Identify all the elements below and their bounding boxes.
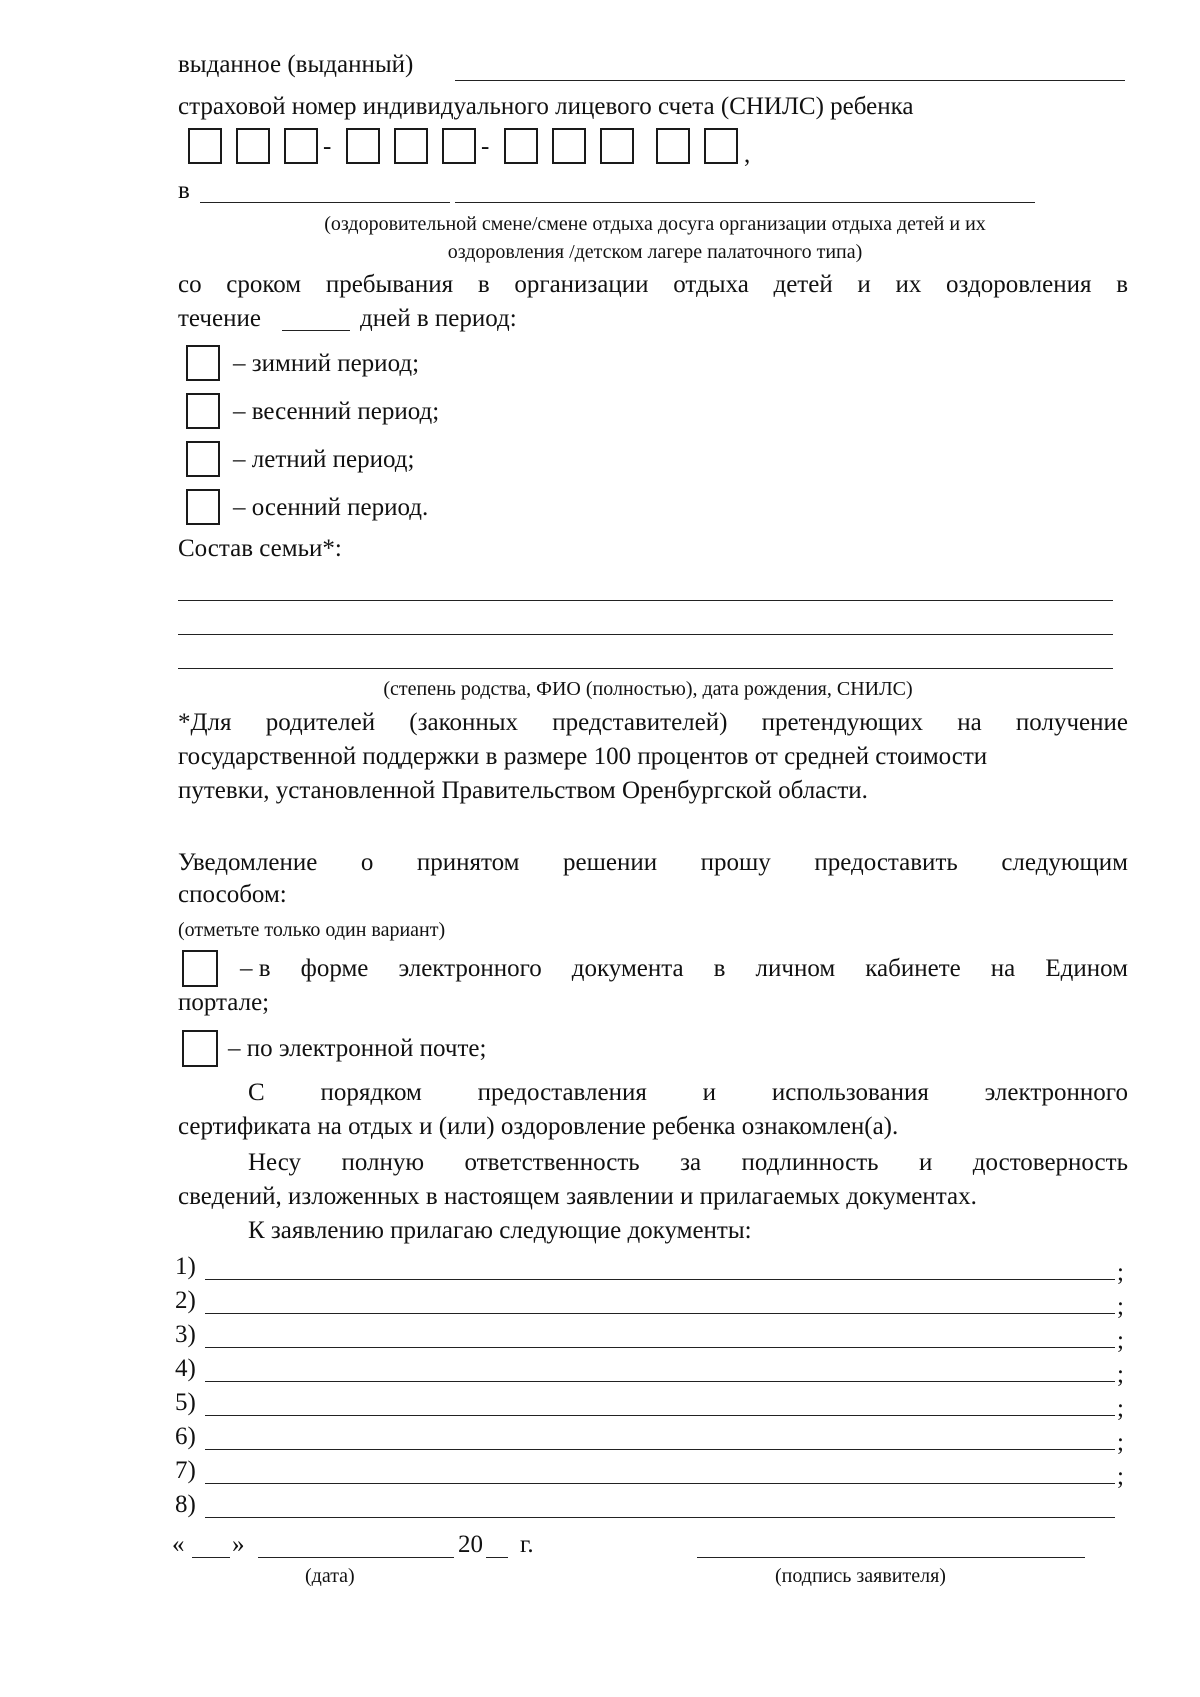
resp-line2: сведений, изложенных в настоящем заявлении и прилагаемых документах. [178,1183,977,1210]
word: оздоровления [946,271,1092,298]
snils-digit-box[interactable] [442,128,476,164]
word: личном [755,955,836,982]
option-email-label: – по электронной почте; [228,1035,487,1062]
snils-digit-box[interactable] [236,128,270,164]
attachment-field[interactable] [205,1279,1115,1280]
attachment-end: ; [1117,1327,1124,1354]
word: Несу [248,1149,302,1176]
days-count-field[interactable] [282,330,350,331]
attachment-number: 1) [175,1253,196,1280]
snils-dash: - [481,133,490,160]
family-hint: (степень родства, ФИО (полностью), дата рождения, СНИЛС) [383,678,913,700]
camp-name-field[interactable] [200,202,450,203]
word: со [178,271,202,298]
cert-line1 [248,1078,1128,1108]
word: ответственность [464,1149,640,1176]
attachment-field[interactable] [205,1347,1115,1348]
option-portal-line1 [240,954,1128,984]
period-label-winter: – зимний период; [233,350,420,377]
attachment-number: 6) [175,1423,196,1450]
word: родителей [265,709,376,736]
word: получение [1015,709,1128,736]
word: в [477,271,490,298]
attachment-number: 3) [175,1321,196,1348]
word: Едином [1045,955,1128,982]
cert-line2: сертификата на отдых и (или) оздоровление ребенка ознакомлен(а). [178,1113,899,1140]
attachment-number: 5) [175,1389,196,1416]
date-day-field[interactable] [192,1557,230,1558]
camp-name-field-cont[interactable] [455,202,1035,203]
date-hint: (дата) [305,1565,355,1587]
snils-label: страховой номер индивидуального лицевого счета (СНИЛС) ребенка [178,93,914,120]
word: прошу [700,849,771,876]
word: и [918,1149,933,1176]
footnote-line1 [178,708,1128,738]
word: о [360,849,374,876]
word: на [990,955,1016,982]
period-label-spring: – весенний период; [233,398,440,425]
word: *Для [178,709,232,736]
year-prefix: 20 [458,1531,483,1558]
word: (законных [409,709,518,736]
word: за [680,1149,702,1176]
snils-dash: - [323,133,332,160]
attachment-number: 2) [175,1287,196,1314]
period-label-summer: – летний период; [233,446,415,473]
word: и [857,271,871,298]
attachment-number: 4) [175,1355,196,1382]
snils-digit-box[interactable] [284,128,318,164]
word: детей [773,271,833,298]
word: представителей) [552,709,728,736]
attachment-field[interactable] [205,1517,1115,1518]
shift-hint-line2: оздоровления /детском лагере палаточного типа) [447,241,863,263]
attachment-end: ; [1117,1463,1124,1490]
word: на [957,709,982,736]
attachment-field[interactable] [205,1483,1115,1484]
notify-line2: способом: [178,881,287,908]
word: отдыха [673,271,749,298]
snils-digit-box[interactable] [600,128,634,164]
period-checkbox-spring[interactable] [186,393,220,429]
word: подлинность [741,1149,879,1176]
word: пребывания [325,271,454,298]
attachment-end: ; [1117,1259,1124,1286]
period-checkbox-autumn[interactable] [186,489,220,525]
word: решении [563,849,658,876]
family-field-line[interactable] [178,634,1113,635]
word: в [713,955,726,982]
shift-hint-line1: (оздоровительной смене/смене отдыха досуга организации отдыха детей и их [324,213,986,235]
stay-duration-line [178,270,1128,300]
word: сроком [226,271,302,298]
word: претендующих [761,709,924,736]
word: их [895,271,922,298]
in-label: в [178,177,190,204]
days-label: дней в период: [360,305,517,332]
attachment-end: ; [1117,1395,1124,1422]
word: принятом [416,849,520,876]
word: использования [771,1079,929,1106]
attachment-field[interactable] [205,1449,1115,1450]
issued-label: выданное (выданный) [178,51,414,78]
notify-checkbox-portal[interactable] [182,950,218,987]
issued-field[interactable] [455,80,1125,81]
during-label: течение [178,305,261,332]
word: С [248,1079,265,1106]
word: следующим [1001,849,1128,876]
attachment-end: ; [1117,1361,1124,1388]
snils-digit-box[interactable] [394,128,428,164]
period-checkbox-summer[interactable] [186,441,220,477]
snils-digit-box[interactable] [704,128,738,164]
word: полную [341,1149,425,1176]
notify-line1 [178,848,1128,878]
word: электронного [398,955,542,982]
year-suffix: г. [520,1531,534,1558]
signature-field[interactable] [697,1557,1085,1558]
date-month-field[interactable] [258,1557,454,1558]
word: кабинете [865,955,961,982]
attachment-field[interactable] [205,1381,1115,1382]
attach-label: К заявлению прилагаю следующие документы: [248,1217,752,1244]
footnote-line2: государственной поддержки в размере 100 процентов от средней стоимости [178,743,988,770]
date-quote-close: » [232,1531,245,1558]
snils-digit-box[interactable] [656,128,690,164]
family-field-line[interactable] [178,600,1113,601]
period-checkbox-winter[interactable] [186,345,220,381]
word: – в [240,955,271,982]
snils-digit-box[interactable] [504,128,538,164]
notify-hint: (отметьте только один вариант) [178,919,446,941]
word: Уведомление [178,849,318,876]
attachment-end: ; [1117,1429,1124,1456]
signature-hint: (подпись заявителя) [775,1565,946,1587]
word: предоставления [477,1079,647,1106]
word: электронного [984,1079,1128,1106]
attachment-number: 7) [175,1457,196,1484]
word: форме [300,955,369,982]
date-year-field[interactable] [486,1557,508,1558]
word: документа [571,955,684,982]
word: достоверность [972,1149,1128,1176]
family-field-line[interactable] [178,668,1113,669]
word: порядком [320,1079,422,1106]
attachment-field[interactable] [205,1313,1115,1314]
snils-digit-box[interactable] [346,128,380,164]
word: и [702,1079,717,1106]
notify-checkbox-email[interactable] [182,1030,218,1067]
date-quote-open: « [172,1531,185,1558]
option-portal-line2: портале; [178,989,270,1016]
snils-comma: , [744,141,751,168]
resp-line1 [248,1148,1128,1178]
footnote-line3: путевки, установленной Правительством Оренбургской области. [178,777,868,804]
family-label: Состав семьи*: [178,535,342,562]
snils-digit-box[interactable] [552,128,586,164]
word: организации [514,271,649,298]
attachment-number: 8) [175,1491,196,1518]
snils-digit-box[interactable] [188,128,222,164]
attachment-end: ; [1117,1293,1124,1320]
period-label-autumn: – осенний период. [233,494,429,521]
attachment-field[interactable] [205,1415,1115,1416]
word: в [1116,271,1128,298]
word: предоставить [814,849,958,876]
